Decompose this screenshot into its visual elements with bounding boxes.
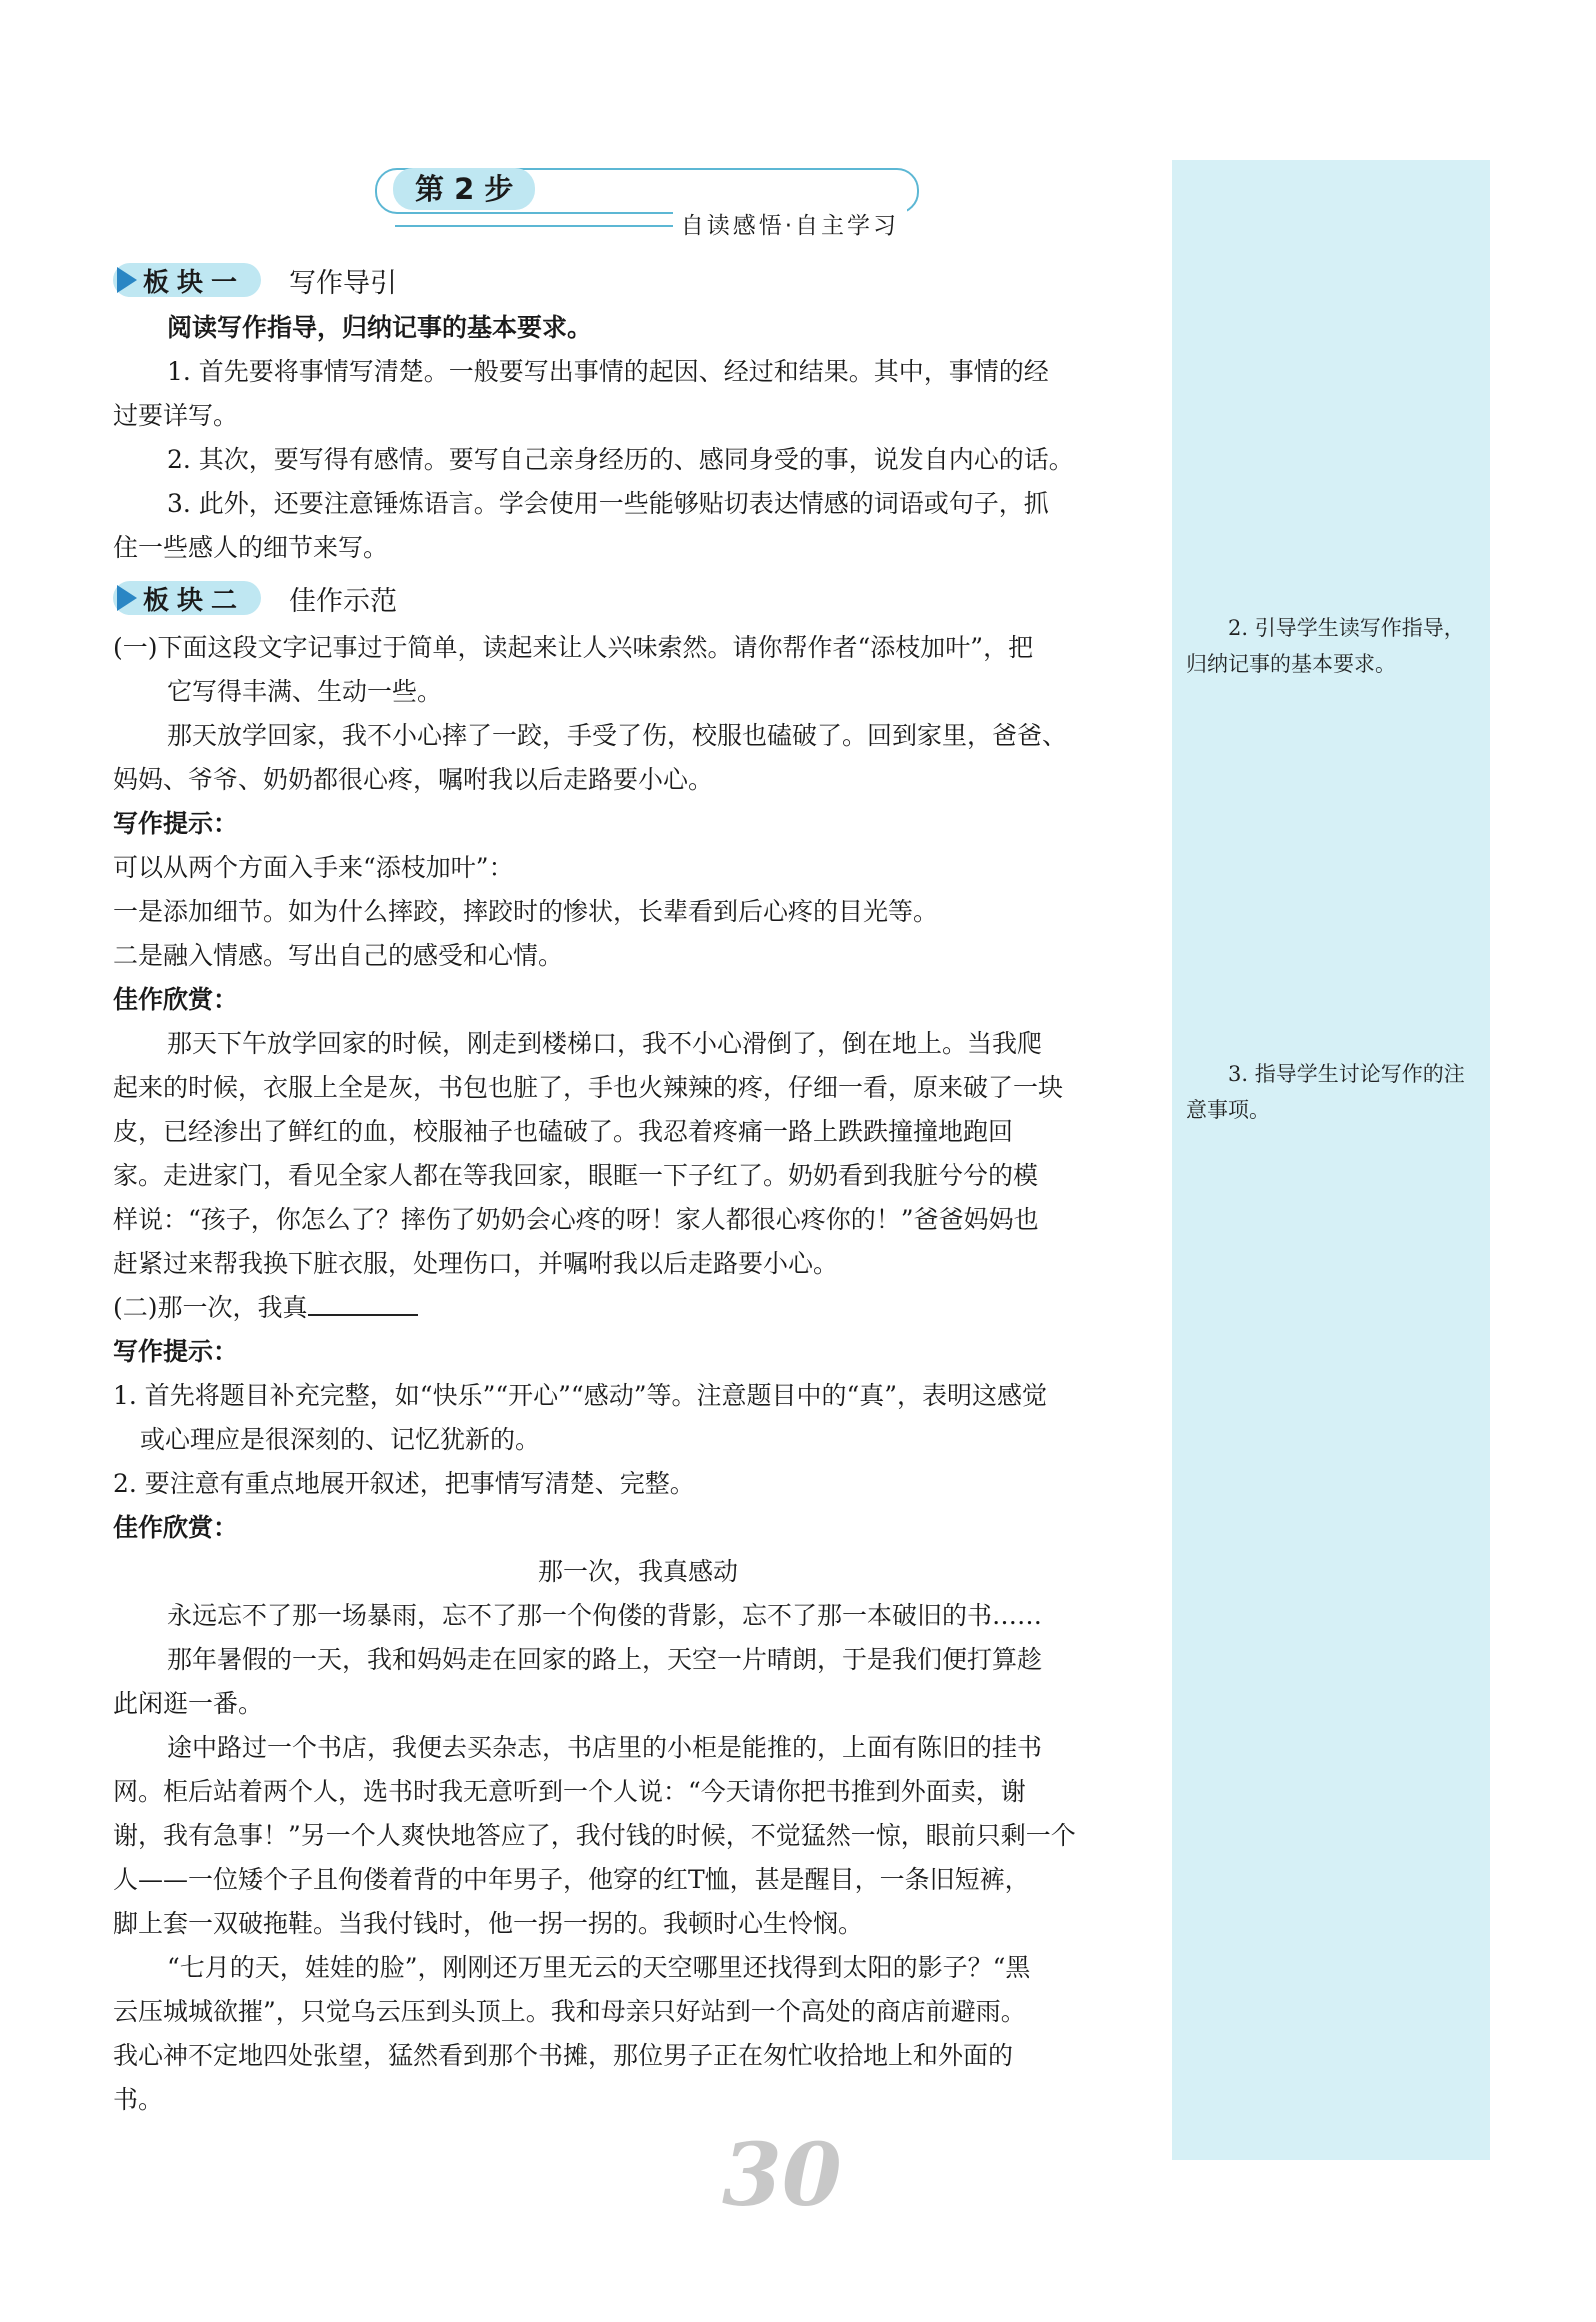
text-line: 赶紧过来帮我换下脏衣服，处理伤口，并嘱咐我以后走路要小心。 <box>113 1249 839 1278</box>
block1-header <box>113 260 397 300</box>
text-line: 3. 此外，还要注意锤炼语言。学会使用一些能够贴切表达情感的词语或句子，抓 <box>167 489 1049 518</box>
essay-line: 云压城城欲摧”，只觉乌云压到头顶上。我和母亲只好站到一个高处的商店前避雨。 <box>113 1997 1026 2026</box>
section-label: 写作提示： <box>113 1337 239 1366</box>
block2-tag-label: 板块二 <box>143 585 246 616</box>
essay-line: 途中路过一个书店，我便去买杂志，书店里的小柜是能推的，上面有陈旧的挂书 <box>167 1733 1043 1762</box>
block1-title: 写作导引 <box>289 267 398 299</box>
text-line: 二是融入情感。写出自己的感受和心情。 <box>113 941 564 970</box>
block1-tag <box>113 263 261 297</box>
essay-line: 我心神不定地四处张望，猛然看到那个书摊，那位男子正在匆忙收拾地上和外面的 <box>113 2041 1014 2070</box>
text-line: 1. 首先将题目补充完整，如“快乐”“开心”“感动”等。注意题目中的“真”，表明这感觉 <box>113 1381 1048 1410</box>
text-line: 样说：“孩子，你怎么了？摔伤了奶奶会心疼的呀！家人都很心疼你的！”爸爸妈妈也 <box>113 1205 1039 1234</box>
section-label: 佳作欣赏： <box>113 1513 239 1542</box>
text-line: 可以从两个方面入手来“添枝加叶”： <box>113 853 514 882</box>
essay-title: 那一次，我真感动 <box>537 1557 738 1586</box>
text-line: 家。走进家门，看见全家人都在等我回家，眼眶一下子红了。奶奶看到我脏兮兮的模 <box>113 1161 1039 1190</box>
text-line: 那天放学回家，我不小心摔了一跤，手受了伤，校服也磕破了。回到家里，爸爸、 <box>167 721 1068 750</box>
text-line: 那天下午放学回家的时候，刚走到楼梯口，我不小心滑倒了，倒在地上。当我爬 <box>167 1029 1043 1058</box>
essay-line: 谢，我有急事！”另一个人爽快地答应了，我付钱的时候，不觉猛然一惊，眼前只剩一个 <box>113 1821 1076 1850</box>
page-number: 30 <box>722 2125 842 2226</box>
section-label: 写作提示： <box>113 809 239 838</box>
margin-note-3: 3. 指导学生讨论写作的注意事项。 <box>1186 1062 1465 1122</box>
play-triangle-icon <box>117 585 137 611</box>
step-header <box>375 168 915 248</box>
text-line: 住一些感人的细节来写。 <box>113 533 389 562</box>
text-line: 2. 要注意有重点地展开叙述，把事情写清楚、完整。 <box>113 1469 695 1498</box>
essay-line: “七月的天，娃娃的脸”，刚刚还万里无云的天空哪里还找得到太阳的影子？“黑 <box>167 1953 1031 1982</box>
text-line: 或心理应是很深刻的、记忆犹新的。 <box>140 1425 541 1454</box>
essay-line: 此闲逛一番。 <box>113 1689 264 1718</box>
essay-line: 永远忘不了那一场暴雨，忘不了那一个佝偻的背影，忘不了那一本破旧的书…… <box>167 1601 1043 1630</box>
block2-content <box>113 626 1163 2122</box>
text-line: 妈妈、爷爷、奶奶都很心疼，嘱咐我以后走路要小心。 <box>113 765 714 794</box>
text-line: 过要详写。 <box>113 401 239 430</box>
text-line: 一是添加细节。如为什么摔跤，摔跤时的惨状，长辈看到后心疼的目光等。 <box>113 897 939 926</box>
text-line: 1. 首先要将事情写清楚。一般要写出事情的起因、经过和结果。其中，事情的经 <box>167 357 1049 386</box>
section-label: 佳作欣赏： <box>113 985 239 1014</box>
essay-line: 网。柜后站着两个人，选书时我无意听到一个人说：“今天请你把书推到外面卖，谢 <box>113 1777 1026 1806</box>
step-badge: 第 2 步 <box>393 168 535 210</box>
block2-tag <box>113 581 261 615</box>
question-line <box>113 1286 1163 1330</box>
block1-tag-label: 板块一 <box>143 267 246 298</box>
step-subtitle: 自读感悟·自主学习 <box>673 208 907 244</box>
block1-content <box>113 306 1163 570</box>
margin-notes-panel <box>1172 160 1490 2160</box>
block2-title: 佳作示范 <box>289 585 398 617</box>
play-triangle-icon <box>117 267 137 293</box>
fill-in-blank[interactable] <box>308 1290 418 1316</box>
text-line: 皮，已经渗出了鲜红的血，校服袖子也磕破了。我忍着疼痛一路上跌跌撞撞地跑回 <box>113 1117 1014 1146</box>
margin-note-2: 2. 引导学生读写作指导，归纳记事的基本要求。 <box>1186 616 1465 676</box>
question-line: 它写得丰满、生动一些。 <box>167 677 443 706</box>
essay-line: 脚上套一双破拖鞋。当我付钱时，他一拐一拐的。我顿时心生怜悯。 <box>113 1909 864 1938</box>
essay-line: 人——一位矮个子且佝偻着背的中年男子，他穿的红T恤，甚是醒目，一条旧短裤， <box>113 1865 1030 1894</box>
question-2-prompt: (二)那一次，我真 <box>113 1293 308 1322</box>
essay-line: 书。 <box>113 2085 164 2114</box>
essay-line: 那年暑假的一天，我和妈妈走在回家的路上，天空一片晴朗，于是我们便打算趁 <box>167 1645 1043 1674</box>
text-line: 2. 其次，要写得有感情。要写自己亲身经历的、感同身受的事，说发自内心的话。 <box>167 445 1074 474</box>
text-line: 起来的时候，衣服上全是灰，书包也脏了，手也火辣辣的疼，仔细一看，原来破了一块 <box>113 1073 1064 1102</box>
instruction-line: 阅读写作指导，归纳记事的基本要求。 <box>167 313 593 342</box>
block2-header <box>113 578 397 618</box>
question-line: (一)下面这段文字记事过于简单，读起来让人兴味索然。请你帮作者“添枝加叶”，把 <box>113 633 1034 662</box>
